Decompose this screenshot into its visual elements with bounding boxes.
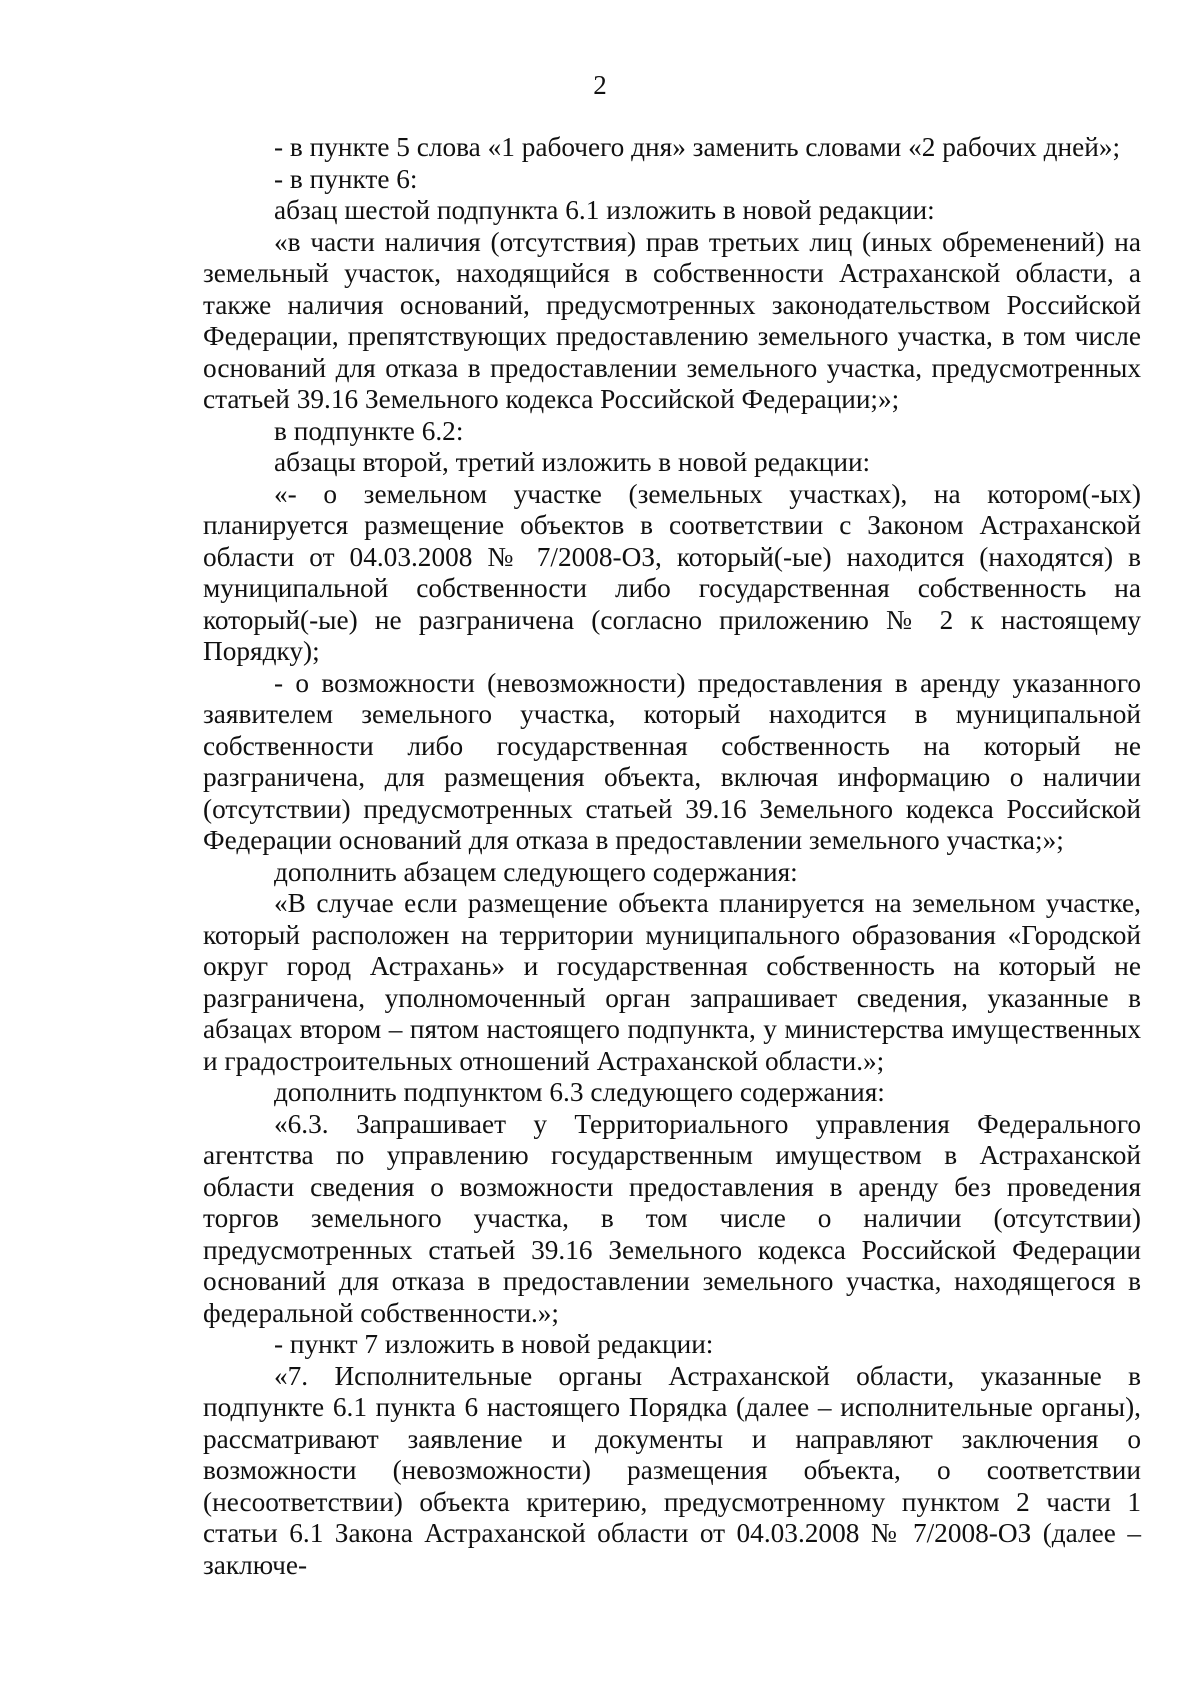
paragraph: - в пункте 5 слова «1 рабочего дня» заменить словами «2 рабочих дней»; (274, 132, 1121, 162)
document-body (203, 132, 1141, 1581)
paragraph: «6.3. Запрашивает у Территориального управления Федерального агентства по управлению государственным имуществом в Астраханской области сведения о возможности предоставления в аренду без проведения торгов земельного участка, в том числе о наличии (отсутствии) предусмотренных статьей 39.16 Земельного кодекса Российской Федерации оснований для отказа в предоставлении земельного участка, находящегося в федеральной собственности.»; (203, 1108, 1141, 1328)
paragraph: абзац шестой подпункта 6.1 изложить в новой редакции: (274, 195, 935, 225)
paragraph: абзацы второй, третий изложить в новой редакции: (274, 447, 871, 477)
paragraph: в подпункте 6.2: (274, 415, 464, 446)
paragraph: - о возможности (невозможности) предоставления в аренду указанного заявителем земельного участка, который находится в муниципальной собственности либо государственная собственность на который не разграничена, для размещения объекта, включая информацию о наличии (отсутствии) предусмотренных статьей 39.16 Земельного кодекса Российской Федерации оснований для отказа в предоставлении земельного участка;»; (203, 667, 1141, 855)
page-number: 2 (593, 70, 607, 100)
paragraph: - пункт 7 изложить в новой редакции: (274, 1329, 714, 1359)
paragraph: дополнить абзацем следующего содержания: (274, 856, 798, 887)
paragraph: «в части наличия (отсутствия) прав третьих лиц (иных обременений) на земельный участок, находящийся в собственности Астраханской области, а также наличия оснований, предусмотренных законодательством Российской Федерации, препятствующих предоставлению земельного участка, в том числе оснований для отказа в предоставлении земельного участка, предусмотренных статьей 39.16 Земельного кодекса Российской Федерации;»; (203, 226, 1141, 414)
paragraph: «- о земельном участке (земельных участках), на котором(-ых) планируется размещение объектов в соответствии с Законом Астраханской области от 04.03.2008 № 7/2008-ОЗ, который(-ые) находится (находятся) в муниципальной собственности либо государственная собственность на который(-ые) не разграничена (согласно приложению № 2 к настоящему Порядку); (203, 478, 1141, 666)
paragraph: «7. Исполнительные органы Астраханской области, указанные в подпункте 6.1 пункта 6 настоящего Порядка (далее – исполнительные органы), рассматривают заявление и документы и направляют заключения о возможности (невозможности) размещения объекта, о соответствии (несоответствии) объекта критерию, предусмотренному пунктом 2 части 1 статьи 6.1 Закона Астраханской области от 04.03.2008 № 7/2008-ОЗ (далее – заключе- (203, 1360, 1141, 1580)
paragraph: дополнить подпунктом 6.3 следующего содержания: (274, 1077, 885, 1107)
paragraph: - в пункте 6: (274, 163, 418, 194)
paragraph: «В случае если размещение объекта планируется на земельном участке, который расположен на территории муниципального образования «Городской округ город Астрахань» и государственная собственность на который не разграничена, уполномоченный орган запрашивает сведения, указанные в абзацах втором – пятом настоящего подпункта, у министерства имущественных и градостроительных отношений Астраханской области.»; (203, 888, 1141, 1076)
